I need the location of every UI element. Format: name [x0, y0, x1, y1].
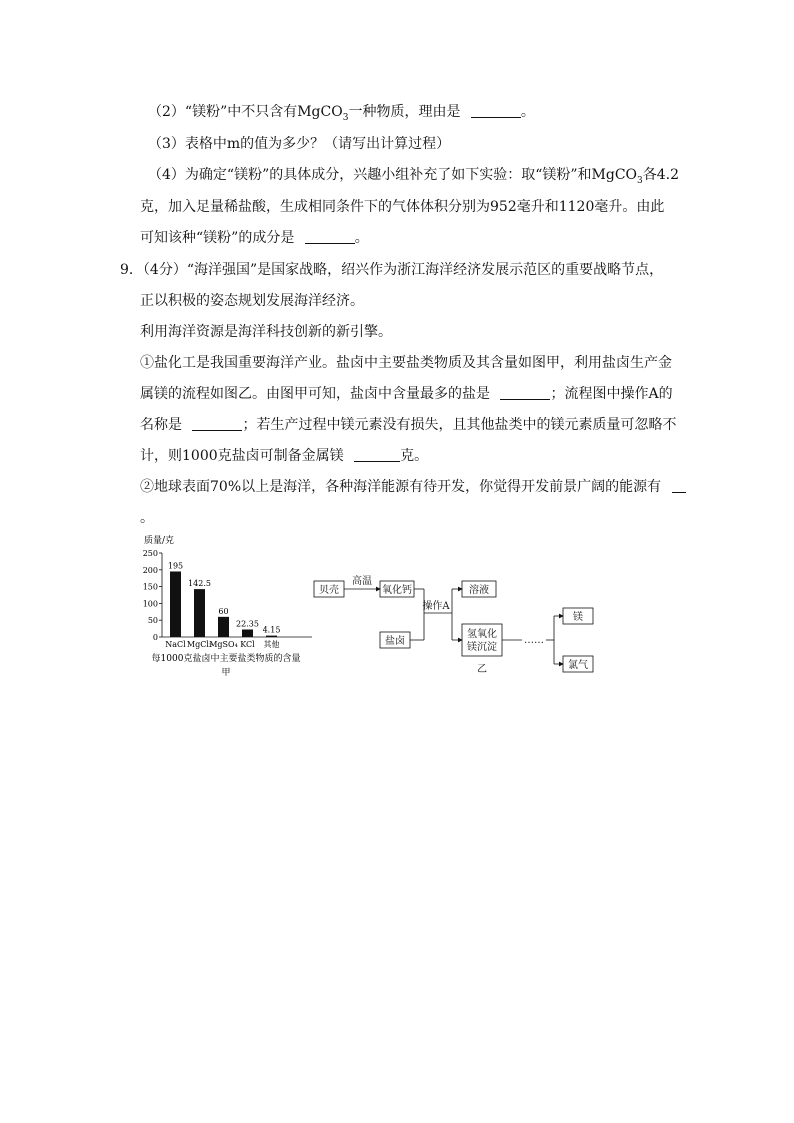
x-tick-label: NaCl [165, 640, 186, 649]
s1-line-3 [140, 416, 676, 434]
q2-end: 。 [520, 104, 535, 120]
q4-text-1: （4）为确定“镁粉”的具体成分，兴趣小组补充了如下实验：取“镁粉”和MgCO [148, 167, 638, 183]
label-precip-2: 镁沉淀 [467, 642, 497, 653]
x-tick-label: MgSO₄ [209, 640, 238, 649]
s1-text-2: 属镁的流程如图乙。由图甲可知，盐卤中含量最多的盐是 [140, 386, 490, 402]
q2-line [148, 103, 535, 127]
y-tick-label: 100 [142, 599, 158, 609]
q4-line-1 [148, 166, 679, 190]
x-tick-label: 其他 [263, 640, 280, 649]
p9-line-2: 正以积极的姿态规划发展海洋经济。 [140, 293, 364, 309]
q4-answer-blank[interactable] [305, 229, 355, 244]
s1-line-2 [140, 385, 673, 403]
s1-text-4: 计，则1000克盐卤可制备金属镁 [140, 448, 344, 464]
bar [266, 636, 277, 637]
figure-label-yi: 乙 [477, 664, 487, 675]
q4-end: 。 [354, 230, 369, 246]
bar-value-label: 142.5 [188, 579, 211, 589]
y-axis-label: 质量/克 [144, 536, 175, 546]
s2-line-2: 。 [140, 510, 154, 526]
s1-text-3: 名称是 [140, 417, 182, 433]
label-mg: 镁 [573, 612, 583, 623]
bar [170, 571, 181, 637]
s1-text-4-end: 克。 [400, 448, 429, 464]
q4-text-3: 可知该种“镁粉”的成分是 [140, 230, 295, 246]
q3-line: （3）表格中m的值为多少？（请写出计算过程） [148, 136, 451, 152]
q2-text: （2）“镁粉”中不只含有MgCO [148, 104, 343, 120]
label-shell: 贝壳 [319, 585, 339, 596]
operation-answer-blank[interactable] [192, 416, 242, 431]
s1-text-3-end: ；若生产过程中镁元素没有损失，且其他盐类中的镁元素质量可忽略不 [242, 417, 677, 433]
bar-value-label: 60 [218, 606, 229, 616]
q4-text-1-end: 各4.2 [642, 167, 680, 183]
s1-text-2-end: ；流程图中操作A的 [550, 386, 673, 402]
s1-line-4 [140, 447, 428, 465]
s2-text-1: ②地球表面70%以上是海洋，各种海洋能源有待开发，你觉得开发前景广阔的能源有 [140, 479, 662, 495]
y-tick-label: 0 [152, 633, 158, 642]
q4-sub: 3 [637, 175, 643, 186]
bar-value-label: 22.35 [236, 619, 259, 629]
q2-sub: 3 [342, 112, 349, 123]
salt-answer-blank[interactable] [500, 385, 550, 400]
label-cao: 氧化钙 [382, 585, 412, 596]
label-gaowen: 高温 [352, 576, 372, 587]
y-tick-label: 150 [142, 582, 158, 592]
energy-answer-blank[interactable] [672, 478, 686, 493]
bar [194, 589, 205, 637]
x-tick-label: MgCl₂ [186, 640, 213, 649]
chart-caption: 每1000克盐卤中主要盐类物质的含量 [151, 654, 301, 664]
p9-line-3: 利用海洋资源是海洋科技创新的新引擎。 [140, 324, 392, 340]
p9-line-1: 9．（4分）“海洋强国”是国家战略，绍兴作为浙江海洋经济发展示范区的重要战略节点， [120, 262, 664, 278]
bar [242, 629, 253, 637]
y-tick-label: 50 [147, 616, 158, 626]
mass-answer-blank[interactable] [354, 447, 400, 462]
x-tick-label: KCl [240, 640, 255, 649]
label-dots: …… [524, 635, 544, 646]
bar-value-label: 4.15 [262, 625, 281, 635]
y-tick-label: 250 [142, 549, 158, 558]
q4-line-2: 克，加入足量稀盐酸，生成相同条件下的气体体积分别为952毫升和1120毫升。由此 [140, 199, 665, 215]
label-brine: 盐卤 [385, 636, 405, 647]
label-solution: 溶液 [469, 585, 489, 596]
bar [218, 617, 229, 637]
q4-line-3 [140, 229, 369, 247]
bar-chart-figure [140, 533, 320, 683]
label-opA: 操作A [422, 601, 450, 612]
label-precip-1: 氢氧化 [467, 629, 497, 640]
figure-label-jia: 甲 [221, 668, 231, 678]
q2-after: 一种物质，理由是 [348, 104, 461, 120]
label-cl2: 氯气 [568, 660, 588, 671]
bar-value-label: 195 [167, 561, 184, 571]
q2-answer-blank[interactable] [471, 103, 521, 118]
s2-line-1 [140, 478, 686, 496]
flow-diagram [310, 568, 610, 680]
bar-chart [140, 533, 320, 683]
flow-diagram-figure [310, 568, 610, 680]
y-tick-label: 200 [142, 565, 158, 575]
s1-line-1: ①盐化工是我国重要海洋产业。盐卤中主要盐类物质及其含量如图甲，利用盐卤生产金 [140, 355, 672, 371]
